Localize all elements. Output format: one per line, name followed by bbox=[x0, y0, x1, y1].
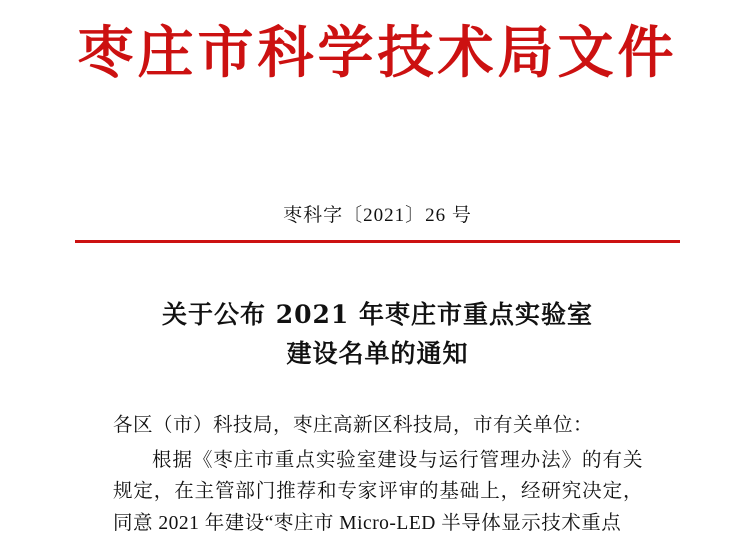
red-divider-rule bbox=[75, 240, 680, 243]
page-title-line-2: 建设名单的通知 bbox=[286, 338, 469, 368]
page-title-line-1: 关于公布 2021 年枣庄市重点实验室 bbox=[162, 300, 593, 329]
salutation-paragraph: 各区（市）科技局，枣庄高新区科技局，市有关单位： bbox=[113, 415, 594, 436]
document-number: 枣科字〔2021〕26 号 bbox=[283, 205, 472, 226]
document-body bbox=[113, 410, 643, 542]
page-title bbox=[0, 296, 755, 374]
body-paragraph-1: 根据《枣庄市重点实验室建设与运行管理办法》的有关规定，在主管部门推荐和专家评审的基础上，经研究决定，同意 2021 年建设“枣庄市 Micro-LED 半导体显示技术重点 bbox=[113, 449, 643, 534]
document-masthead: 枣庄市科学技术局文件 bbox=[77, 20, 678, 86]
